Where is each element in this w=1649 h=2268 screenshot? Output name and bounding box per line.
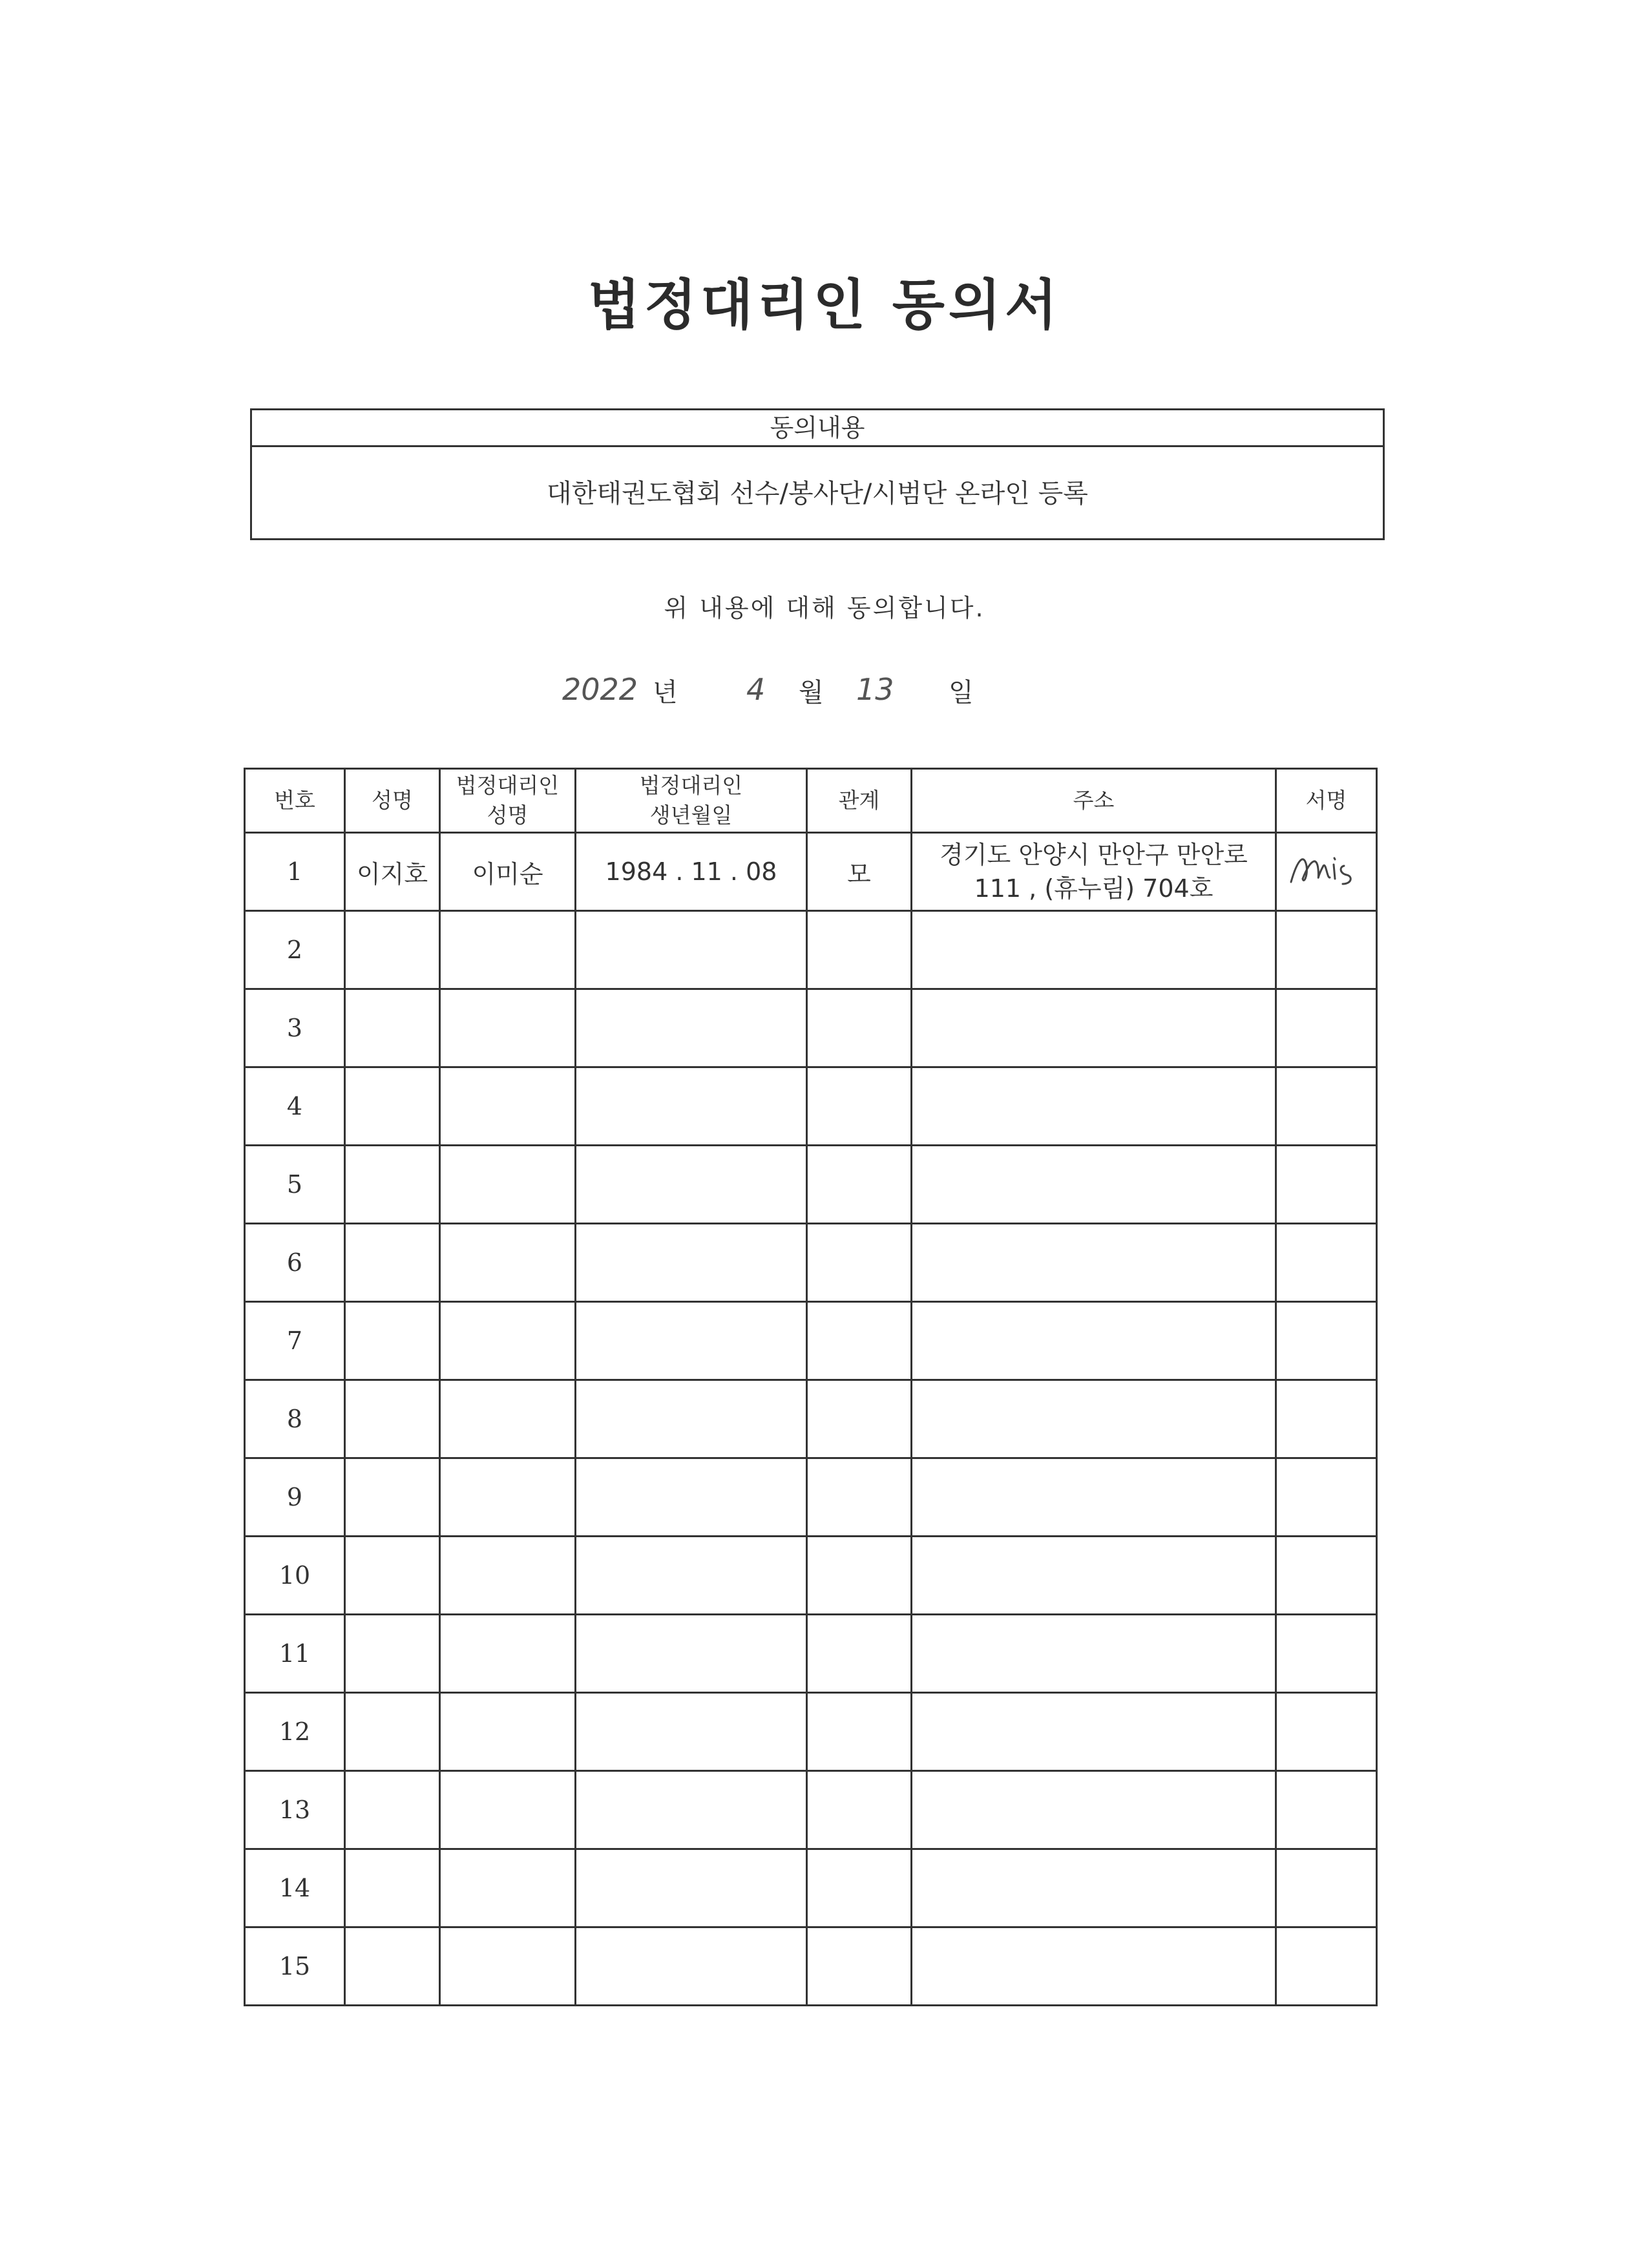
empty-cell	[912, 1067, 1276, 1146]
empty-cell	[912, 989, 1276, 1067]
table-row	[245, 833, 1377, 911]
empty-cell	[1276, 1849, 1377, 1927]
table-row	[245, 1771, 1377, 1849]
empty-cell	[912, 1537, 1276, 1615]
empty-cell	[345, 1615, 440, 1693]
empty-cell	[576, 1537, 807, 1615]
empty-cell	[912, 1302, 1276, 1380]
row-number: 2	[245, 911, 345, 989]
header-guardian-birth-line2: 생년월일	[649, 803, 733, 828]
table-header-row	[245, 769, 1377, 833]
header-guardian-birth-line1: 법정대리인	[639, 773, 743, 798]
empty-cell	[807, 1849, 912, 1927]
row-number: 14	[245, 1849, 345, 1927]
empty-cell	[1276, 1615, 1377, 1693]
row-guardian-name: 이미순	[440, 833, 576, 911]
empty-cell	[1276, 1302, 1377, 1380]
empty-cell	[440, 1537, 576, 1615]
empty-cell	[345, 1067, 440, 1146]
empty-cell	[912, 1380, 1276, 1458]
consent-box	[250, 408, 1385, 540]
empty-cell	[807, 911, 912, 989]
table-row	[245, 1224, 1377, 1302]
table-row	[245, 1067, 1377, 1146]
empty-cell	[440, 1615, 576, 1693]
date-month-label: 월	[799, 678, 824, 708]
empty-cell	[440, 1771, 576, 1849]
table-row	[245, 1380, 1377, 1458]
empty-cell	[912, 1146, 1276, 1224]
empty-cell	[576, 1067, 807, 1146]
table-row	[245, 1615, 1377, 1693]
empty-cell	[576, 1224, 807, 1302]
empty-cell	[576, 1927, 807, 2006]
empty-cell	[576, 1615, 807, 1693]
empty-cell	[912, 1771, 1276, 1849]
row-signature	[1276, 833, 1377, 911]
header-address: 주소	[912, 769, 1276, 833]
consent-header: 동의내용	[252, 410, 1383, 447]
empty-cell	[912, 1224, 1276, 1302]
empty-cell	[576, 1849, 807, 1927]
empty-cell	[912, 1693, 1276, 1771]
row-number: 11	[245, 1615, 345, 1693]
empty-cell	[807, 1537, 912, 1615]
row-number: 4	[245, 1067, 345, 1146]
empty-cell	[440, 1380, 576, 1458]
empty-cell	[807, 1927, 912, 2006]
empty-cell	[912, 1615, 1276, 1693]
row-relation: 모	[807, 833, 912, 911]
empty-cell	[440, 989, 576, 1067]
empty-cell	[912, 1849, 1276, 1927]
row-address-line1: 경기도 안양시 만안구 만안로	[940, 841, 1248, 869]
empty-cell	[440, 1224, 576, 1302]
empty-cell	[345, 1224, 440, 1302]
empty-cell	[440, 1146, 576, 1224]
empty-cell	[576, 911, 807, 989]
row-name: 이지호	[345, 833, 440, 911]
empty-cell	[1276, 911, 1377, 989]
row-address	[912, 833, 1276, 911]
empty-cell	[345, 1771, 440, 1849]
empty-cell	[440, 1458, 576, 1537]
empty-cell	[1276, 989, 1377, 1067]
row-number: 13	[245, 1771, 345, 1849]
empty-cell	[807, 1380, 912, 1458]
header-name: 성명	[345, 769, 440, 833]
row-number: 5	[245, 1146, 345, 1224]
header-guardian-name-line1: 법정대리인	[456, 773, 560, 798]
empty-cell	[345, 1537, 440, 1615]
date-month: 4	[746, 672, 766, 707]
row-number: 15	[245, 1927, 345, 2006]
date-year-label: 년	[653, 678, 678, 708]
empty-cell	[576, 1693, 807, 1771]
guardian-roster-table	[244, 768, 1378, 2006]
date-day: 13	[856, 672, 894, 707]
empty-cell	[576, 1458, 807, 1537]
header-relation: 관계	[807, 769, 912, 833]
empty-cell	[345, 1693, 440, 1771]
table-row	[245, 911, 1377, 989]
date-day-label: 일	[949, 678, 974, 708]
row-address-line2: 111 , (휴누림) 704호	[974, 874, 1213, 903]
empty-cell	[576, 1771, 807, 1849]
row-number: 8	[245, 1380, 345, 1458]
row-number: 6	[245, 1224, 345, 1302]
empty-cell	[440, 1849, 576, 1927]
empty-cell	[912, 911, 1276, 989]
empty-cell	[1276, 1380, 1377, 1458]
empty-cell	[912, 1458, 1276, 1537]
table-row	[245, 989, 1377, 1067]
empty-cell	[807, 1771, 912, 1849]
row-number: 1	[245, 833, 345, 911]
table-row	[245, 1537, 1377, 1615]
empty-cell	[807, 1693, 912, 1771]
empty-cell	[576, 1380, 807, 1458]
empty-cell	[1276, 1146, 1377, 1224]
empty-cell	[345, 1927, 440, 2006]
empty-cell	[807, 1224, 912, 1302]
row-number: 7	[245, 1302, 345, 1380]
document-title: 법정대리인 동의서	[587, 273, 1062, 337]
row-guardian-birth: 1984 . 11 . 08	[576, 833, 807, 911]
empty-cell	[345, 911, 440, 989]
empty-cell	[440, 1927, 576, 2006]
empty-cell	[576, 989, 807, 1067]
empty-cell	[576, 1146, 807, 1224]
empty-cell	[807, 1302, 912, 1380]
empty-cell	[807, 1615, 912, 1693]
empty-cell	[1276, 1693, 1377, 1771]
empty-cell	[576, 1302, 807, 1380]
empty-cell	[440, 1067, 576, 1146]
empty-cell	[1276, 1771, 1377, 1849]
table-row	[245, 1927, 1377, 2006]
empty-cell	[440, 1693, 576, 1771]
table-row	[245, 1693, 1377, 1771]
table-row	[245, 1458, 1377, 1537]
empty-cell	[1276, 1537, 1377, 1615]
empty-cell	[1276, 1224, 1377, 1302]
row-number: 10	[245, 1537, 345, 1615]
empty-cell	[1276, 1927, 1377, 2006]
empty-cell	[440, 911, 576, 989]
empty-cell	[345, 989, 440, 1067]
empty-cell	[345, 1146, 440, 1224]
header-guardian-birth	[576, 769, 807, 833]
empty-cell	[1276, 1067, 1377, 1146]
agreement-statement: 위 내용에 대해 동의합니다.	[664, 594, 985, 622]
empty-cell	[807, 989, 912, 1067]
empty-cell	[345, 1458, 440, 1537]
empty-cell	[440, 1302, 576, 1380]
empty-cell	[345, 1302, 440, 1380]
empty-cell	[807, 1146, 912, 1224]
date-year: 2022	[562, 672, 638, 707]
empty-cell	[912, 1927, 1276, 2006]
table-row	[245, 1146, 1377, 1224]
row-number: 9	[245, 1458, 345, 1537]
header-guardian-name-line2: 성명	[487, 803, 529, 828]
row-number: 3	[245, 989, 345, 1067]
empty-cell	[807, 1067, 912, 1146]
header-guardian-name	[440, 769, 576, 833]
handwritten-signature-icon	[1285, 846, 1369, 892]
table-row	[245, 1302, 1377, 1380]
empty-cell	[807, 1458, 912, 1537]
header-signature: 서명	[1276, 769, 1377, 833]
header-number: 번호	[245, 769, 345, 833]
empty-cell	[345, 1380, 440, 1458]
row-number: 12	[245, 1693, 345, 1771]
consent-body: 대한태권도협회 선수/봉사단/시범단 온라인 등록	[547, 479, 1088, 509]
table-row	[245, 1849, 1377, 1927]
empty-cell	[1276, 1458, 1377, 1537]
empty-cell	[345, 1849, 440, 1927]
